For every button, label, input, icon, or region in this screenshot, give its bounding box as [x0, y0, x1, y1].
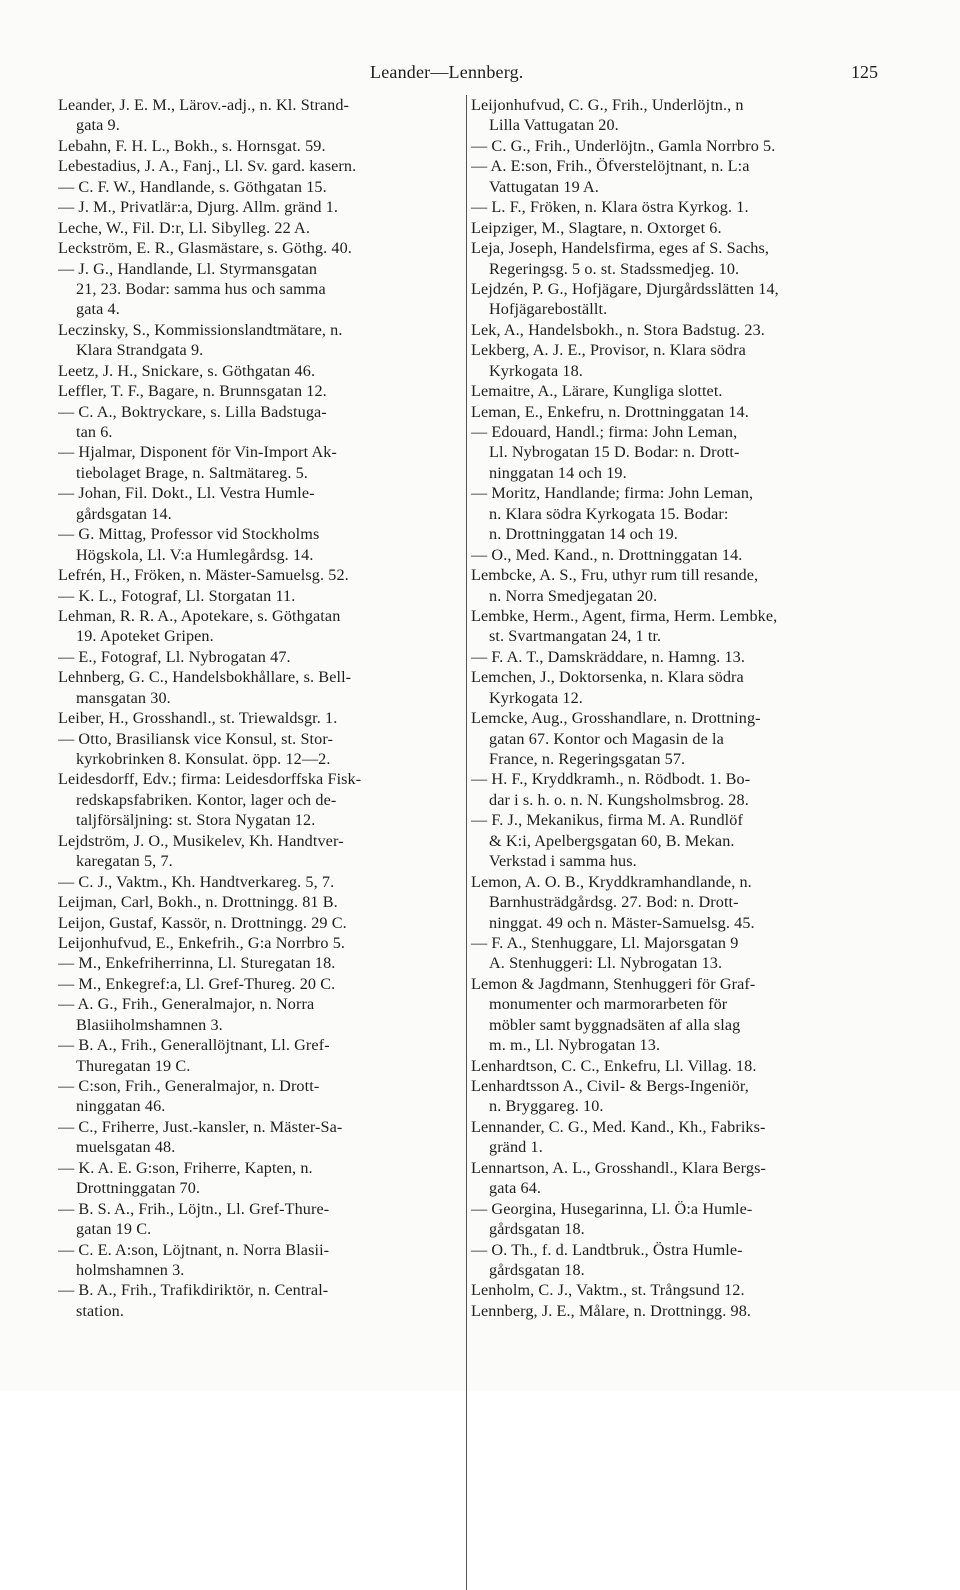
directory-entry-line: — Moritz, Handlande; firma: John Leman,	[471, 484, 754, 503]
directory-entry-line: Leczinsky, S., Kommissionslandtmätare, n.	[58, 320, 343, 339]
entry-continuation-line: Klara Strandgata 9.	[76, 341, 204, 360]
entry-continuation-line: holmshamnen 3.	[76, 1260, 185, 1279]
entry-continuation-line: möbler samt byggnadsäten af alla slag	[489, 1015, 741, 1034]
entry-continuation-line: Ll. Nybrogatan 15 D. Bodar: n. Drott-	[489, 443, 740, 462]
entry-continuation-line: Verkstad i samma hus.	[489, 852, 637, 871]
directory-entry-line: — C. J., Vaktm., Kh. Handtverkareg. 5, 7.	[58, 872, 335, 891]
directory-entry-line: Lennberg, J. E., Målare, n. Drottningg. 98.	[471, 1301, 752, 1320]
directory-entry-line: — J. M., Privatlär:a, Djurg. Allm. gränd 1.	[58, 198, 339, 217]
directory-entry-line: — E., Fotograf, Ll. Nybrogatan 47.	[58, 647, 291, 666]
directory-entry-line: — C. G., Frih., Underlöjtn., Gamla Norrbro 5.	[471, 136, 776, 155]
directory-entry-line: Lennartson, A. L., Grosshandl., Klara Bergs-	[471, 1158, 766, 1177]
entry-continuation-line: tan 6.	[76, 423, 113, 441]
directory-entry-line: Lebestadius, J. A., Fanj., Ll. Sv. gard. kasern.	[58, 157, 357, 176]
entry-continuation-line: muelsgatan 48.	[76, 1138, 176, 1157]
directory-entry-line: Leijonhufvud, C. G., Frih., Underlöjtn., n	[471, 96, 744, 114]
directory-entry-line: — Edouard, Handl.; firma: John Leman,	[471, 423, 738, 441]
entry-continuation-line: gränd 1.	[489, 1138, 543, 1157]
directory-entry-line: — M., Enkegref:a, Ll. Gref-Thureg. 20 C.	[58, 974, 336, 993]
right-column	[471, 95, 881, 1321]
page-number: 125	[851, 62, 878, 82]
entry-continuation-line: monumenter och marmorarbeten för	[489, 995, 728, 1014]
directory-entry-line: — J. G., Handlande, Ll. Styrmansgatan	[58, 259, 318, 278]
left-column	[58, 95, 463, 1321]
directory-entry-line: — O. Th., f. d. Landtbruk., Östra Humle-	[471, 1240, 743, 1259]
directory-entry-line: Leiber, H., Grosshandl., st. Triewaldsgr. 1.	[58, 709, 338, 728]
entry-continuation-line: gata 9.	[76, 116, 120, 135]
entry-continuation-line: Vattugatan 19 A.	[489, 177, 599, 196]
directory-entry-line: — L. F., Fröken, n. Klara östra Kyrkog. 1.	[471, 198, 749, 217]
directory-entry-line: — F. J., Mekanikus, firma M. A. Rundlöf	[471, 811, 743, 830]
entry-continuation-line: A. Stenhuggeri: Ll. Nybrogatan 13.	[489, 954, 723, 973]
entry-continuation-line: m. m., Ll. Nybrogatan 13.	[489, 1036, 661, 1055]
directory-entry-line: — H. F., Kryddkramh., n. Rödbodt. 1. Bo-	[471, 770, 751, 789]
directory-entry-line: Leja, Joseph, Handelsfirma, eges af S. Sachs,	[471, 239, 770, 258]
entry-continuation-line: Högskola, Ll. V:a Humlegårdsg. 14.	[76, 545, 314, 564]
entry-continuation-line: gata 4.	[76, 300, 120, 319]
directory-entry-line: Leffler, T. F., Bagare, n. Brunnsgatan 12.	[58, 382, 327, 401]
entry-continuation-line: Thuregatan 19 C.	[76, 1056, 191, 1075]
entry-continuation-line: kyrkobrinken 8. Konsulat. öpp. 12—2.	[76, 750, 331, 768]
directory-entry-line: Lenhardtsson A., Civil- & Bergs-Ingeniör,	[471, 1077, 749, 1095]
directory-entry-line: — B. A., Frih., Trafikdiriktör, n. Central-	[58, 1281, 329, 1300]
entry-continuation-line: 21, 23. Bodar: samma hus och samma	[76, 279, 326, 298]
directory-entry-line: — K. L., Fotograf, Ll. Storgatan 11.	[58, 586, 296, 605]
directory-entry-line: Leijonhufvud, E., Enkefrih., G:a Norrbro 5.	[58, 933, 346, 952]
directory-entry-line: Lejdzén, P. G., Hofjägare, Djurgårdsslätten 14,	[471, 279, 779, 298]
directory-entry-line: Leijon, Gustaf, Kassör, n. Drottningg. 29 C.	[58, 913, 347, 932]
directory-entry-line: Lemaitre, A., Lärare, Kungliga slottet.	[471, 382, 723, 401]
directory-entry-line: Lemchen, J., Doktorsenka, n. Klara södra	[471, 668, 744, 687]
entry-continuation-line: ninggat. 49 och n. Mäster-Samuelsg. 45.	[489, 913, 755, 932]
entry-continuation-line: & K:i, Apelbergsgatan 60, B. Mekan.	[489, 831, 735, 850]
directory-entry-line: — Johan, Fil. Dokt., Ll. Vestra Humle-	[58, 484, 315, 503]
directory-entry-line: — K. A. E. G:son, Friherre, Kapten, n.	[58, 1158, 313, 1177]
entry-continuation-line: gårdsgatan 14.	[76, 504, 172, 523]
entry-continuation-line: st. Svartmangatan 24, 1 tr.	[489, 627, 662, 646]
directory-entry-line: Lebahn, F. H. L., Bokh., s. Hornsgat. 59.	[58, 136, 326, 155]
directory-entry-line: — M., Enkefriherrinna, Ll. Sturegatan 18.	[58, 954, 336, 973]
entry-continuation-line: gata 64.	[489, 1179, 542, 1198]
directory-entry-line: Lek, A., Handelsbokh., n. Stora Badstug. 23.	[471, 320, 765, 339]
entry-continuation-line: gatan 19 C.	[76, 1220, 152, 1239]
directory-entry-line: Leetz, J. H., Snickare, s. Göthgatan 46.	[58, 361, 316, 380]
entry-continuation-line: gårdsgatan 18.	[489, 1220, 585, 1239]
running-head: Leander—Lennberg.	[370, 62, 524, 82]
directory-entry-line: Lehman, R. R. A., Apotekare, s. Göthgatan	[58, 606, 341, 625]
directory-entry-line: Lemon & Jagdmann, Stenhuggeri för Graf-	[471, 974, 756, 993]
directory-entry-line: Leman, E., Enkefru, n. Drottninggatan 14.	[471, 402, 749, 421]
entry-continuation-line: Blasiiholmshamnen 3.	[76, 1015, 223, 1034]
entry-continuation-line: karegatan 5, 7.	[76, 852, 173, 871]
directory-entry-line: Lenhardtson, C. C., Enkefru, Ll. Villag. 18.	[471, 1056, 757, 1075]
directory-entry-line: — F. A., Stenhuggare, Ll. Majorsgatan 9	[471, 933, 739, 952]
directory-entry-line: — A. E:son, Frih., Öfverstelöjtnant, n. L:a	[471, 157, 750, 176]
entry-continuation-line: taljförsäljning: st. Stora Nygatan 12.	[76, 811, 316, 830]
directory-entry-line: Leipziger, M., Slagtare, n. Oxtorget 6.	[471, 218, 722, 237]
entry-continuation-line: ninggatan 14 och 19.	[489, 463, 627, 482]
entry-continuation-line: Drottninggatan 70.	[76, 1179, 201, 1198]
directory-entry-line: — C:son, Frih., Generalmajor, n. Drott-	[58, 1077, 320, 1095]
entry-continuation-line: Kyrkogata 12.	[489, 688, 583, 707]
entry-continuation-line: tiebolaget Brage, n. Saltmätareg. 5.	[76, 463, 308, 482]
directory-entry-line: Lenholm, C. J., Vaktm., st. Trångsund 12.	[471, 1281, 745, 1300]
directory-entry-line: — B. A., Frih., Generallöjtnant, Ll. Gref-	[58, 1036, 330, 1055]
directory-entry-line: Lembke, Herm., Agent, firma, Herm. Lembke,	[471, 606, 778, 625]
directory-entry-line: Leijman, Carl, Bokh., n. Drottningg. 81 B.	[58, 893, 338, 912]
directory-entry-line: Lembcke, A. S., Fru, uthyr rum till resande,	[471, 566, 759, 585]
directory-entry-line: Leche, W., Fil. D:r, Ll. Sibylleg. 22 A.	[58, 218, 310, 237]
directory-entry-line: Lemcke, Aug., Grosshandlare, n. Drottning-	[471, 709, 761, 728]
entry-continuation-line: Regeringsg. 5 o. st. Stadssmedjeg. 10.	[489, 259, 740, 278]
directory-entry-line: — Otto, Brasiliansk vice Konsul, st. Stor-	[58, 729, 334, 748]
directory-entry-line: — Georgina, Husegarinna, Ll. Ö:a Humle-	[471, 1199, 753, 1218]
directory-entry-line: Lemon, A. O. B., Kryddkramhandlande, n.	[471, 872, 752, 891]
page-header	[58, 62, 878, 84]
entry-continuation-line: Lilla Vattugatan 20.	[489, 116, 619, 135]
directory-entry-line: — G. Mittag, Professor vid Stockholms	[58, 525, 320, 544]
entry-continuation-line: Hofjägareboställt.	[489, 300, 608, 319]
entry-continuation-line: n. Klara södra Kyrkogata 15. Bodar:	[489, 504, 729, 523]
directory-entry-line: Lehnberg, G. C., Handelsbokhållare, s. Bell-	[58, 668, 352, 687]
entry-continuation-line: n. Norra Smedjegatan 20.	[489, 586, 658, 605]
entry-continuation-line: station.	[76, 1301, 125, 1320]
directory-entry-line: — C. A., Boktryckare, s. Lilla Badstuga-	[58, 402, 327, 421]
directory-entry-line: Leidesdorff, Edv.; firma: Leidesdorffska Fisk-	[58, 770, 362, 789]
directory-entry-line: — B. S. A., Frih., Löjtn., Ll. Gref-Thure-	[58, 1199, 330, 1218]
directory-entry-line: — F. A. T., Damskräddare, n. Hamng. 13.	[471, 647, 746, 666]
entry-continuation-line: n. Bryggareg. 10.	[489, 1097, 604, 1116]
entry-continuation-line: gårdsgatan 18.	[489, 1260, 585, 1279]
entry-continuation-line: dar i s. h. o. n. N. Kungsholmsbrog. 28.	[489, 790, 749, 809]
directory-entry-line: — Hjalmar, Disponent för Vin-Import Ak-	[58, 443, 337, 462]
entry-continuation-line: Kyrkogata 18.	[489, 361, 583, 380]
directory-entry-line: Lekberg, A. J. E., Provisor, n. Klara södra	[471, 341, 746, 360]
directory-entry-line: — C. E. A:son, Löjtnant, n. Norra Blasii-	[58, 1240, 330, 1259]
column-divider	[466, 95, 467, 1590]
entry-continuation-line: ninggatan 46.	[76, 1097, 166, 1116]
directory-entry-line: Leckström, E. R., Glasmästare, s. Göthg. 40.	[58, 239, 352, 258]
entry-continuation-line: Barnhusträdgårdsg. 27. Bod: n. Drott-	[489, 893, 739, 912]
entry-continuation-line: mansgatan 30.	[76, 688, 171, 707]
directory-entry-line: — A. G., Frih., Generalmajor, n. Norra	[58, 995, 315, 1014]
directory-entry-line: — C., Friherre, Just.-kansler, n. Mäster-Sa-	[58, 1117, 343, 1136]
entry-continuation-line: France, n. Regeringsgatan 57.	[489, 750, 686, 768]
entry-continuation-line: redskapsfabriken. Kontor, lager och de-	[76, 790, 337, 809]
entry-continuation-line: gatan 67. Kontor och Magasin de la	[489, 729, 724, 748]
directory-entry-line: Lennander, C. G., Med. Kand., Kh., Fabriks-	[471, 1117, 766, 1136]
directory-entry-line: Lejdström, J. O., Musikelev, Kh. Handtver-	[58, 831, 344, 850]
directory-entry-line: — O., Med. Kand., n. Drottninggatan 14.	[471, 545, 743, 564]
entry-continuation-line: n. Drottninggatan 14 och 19.	[489, 525, 678, 544]
directory-entry-line: — C. F. W., Handlande, s. Göthgatan 15.	[58, 177, 327, 196]
entry-continuation-line: 19. Apoteket Gripen.	[76, 627, 214, 646]
directory-entry-line: Leander, J. E. M., Lärov.-adj., n. Kl. Strand-	[58, 96, 350, 114]
directory-entry-line: Lefrén, H., Fröken, n. Mäster-Samuelsg. 52.	[58, 566, 349, 585]
